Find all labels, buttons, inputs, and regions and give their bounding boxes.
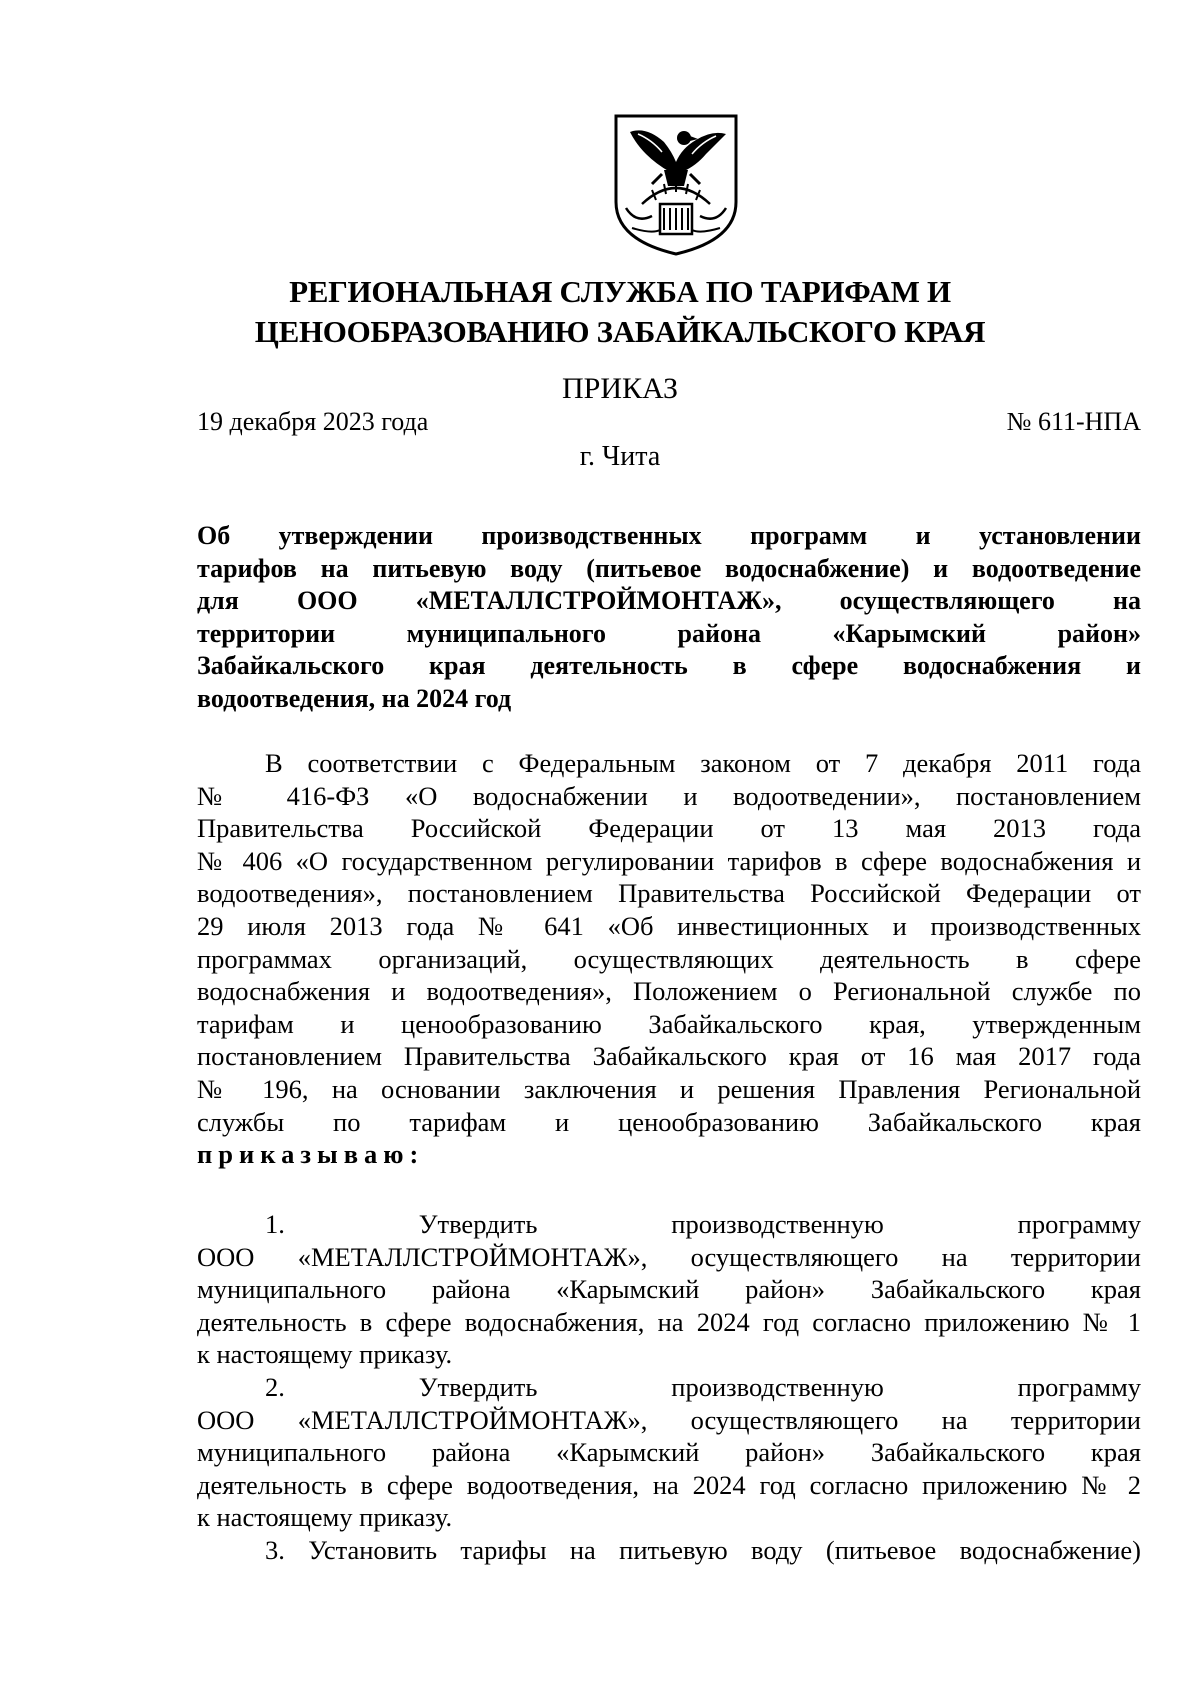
preamble-line: № 416-ФЗ «О водоснабжении и водоотведении», постановлением <box>197 780 1141 811</box>
preamble-line: службы по тарифам и ценообразованию Забайкальского края <box>197 1106 1141 1137</box>
preamble-line: № 406 «О государственном регулировании тарифов в сфере водоснабжения и <box>197 845 1141 876</box>
preamble-line: постановлением Правительства Забайкальского края от 16 мая 2017 года <box>197 1041 1141 1072</box>
item-line: к настоящему приказу. <box>197 1339 453 1370</box>
order-item <box>197 1208 1141 1371</box>
item-line: деятельность в сфере водоснабжения, на 2024 год согласно приложению № 1 <box>197 1306 1141 1337</box>
subject-line: тарифов на питьевую воду (питьевое водоснабжение) и водоотведение <box>197 553 1141 583</box>
document-type: ПРИКАЗ <box>562 372 678 405</box>
subject-line: для ООО «МЕТАЛЛСТРОЙМОНТАЖ», осуществляющего на <box>197 586 1141 616</box>
subject-line: Об утверждении производственных программ и установлении <box>197 521 1141 550</box>
subject-line: водоотведения, на 2024 год <box>197 683 512 713</box>
organization-title <box>190 272 1050 352</box>
preamble-line: программах организаций, осуществляющих деятельность в сфере <box>197 943 1141 974</box>
order-items <box>197 1208 1141 1567</box>
order-item <box>197 1371 1141 1534</box>
order-subject <box>197 520 1141 716</box>
item-line: муниципального района «Карымский район» Забайкальского края <box>197 1274 1141 1305</box>
document-city: г. Чита <box>579 441 661 472</box>
item-line: к настоящему приказу. <box>197 1502 453 1533</box>
organization-title-line: ЦЕНООБРАЗОВАНИЮ ЗАБАЙКАЛЬСКОГО КРАЯ <box>254 314 986 349</box>
organization-title-line: РЕГИОНАЛЬНАЯ СЛУЖБА ПО ТАРИФАМ И <box>289 274 951 309</box>
preamble-line: 29 июля 2013 года № 641 «Об инвестиционных и производственных <box>197 910 1141 941</box>
preamble-paragraph <box>197 747 1141 1171</box>
item-line: ООО «МЕТАЛЛСТРОЙМОНТАЖ», осуществляющего на территории <box>197 1241 1141 1272</box>
coat-of-arms-icon <box>612 112 740 258</box>
subject-line: территории муниципального района «Карымский район» <box>197 618 1141 648</box>
preamble-line: № 196, на основании заключения и решения Правления Региональной <box>197 1073 1141 1104</box>
preamble-line: тарифам и ценообразованию Забайкальского края, утвержденным <box>197 1008 1141 1039</box>
document-number: № 611-НПА <box>1006 407 1141 436</box>
item-line: деятельность в сфере водоотведения, на 2024 год согласно приложению № 2 <box>197 1469 1141 1500</box>
preamble-line: В соответствии с Федеральным законом от 7 декабря 2011 года <box>265 748 1141 778</box>
item-line: 3. Установить тарифы на питьевую воду (питьевое водоснабжение) <box>265 1534 1141 1565</box>
item-line: муниципального района «Карымский район» Забайкальского края <box>197 1437 1141 1468</box>
preamble-line: водоотведения», постановлением Правительства Российской Федерации от <box>197 878 1141 909</box>
order-word: приказываю: <box>197 1139 425 1170</box>
item-line: 1. Утвердить производственную программу <box>265 1209 1141 1239</box>
document-date: 19 декабря 2023 года <box>197 407 429 436</box>
item-line: 2. Утвердить производственную программу <box>265 1371 1141 1402</box>
preamble-line: водоснабжения и водоотведения», Положением о Региональной службе по <box>197 976 1141 1007</box>
item-line: ООО «МЕТАЛЛСТРОЙМОНТАЖ», осуществляющего на территории <box>197 1404 1141 1435</box>
preamble-line: Правительства Российской Федерации от 13 мая 2013 года <box>197 813 1141 844</box>
subject-line: Забайкальского края деятельность в сфере водоснабжения и <box>197 651 1141 681</box>
order-item <box>197 1534 1141 1567</box>
